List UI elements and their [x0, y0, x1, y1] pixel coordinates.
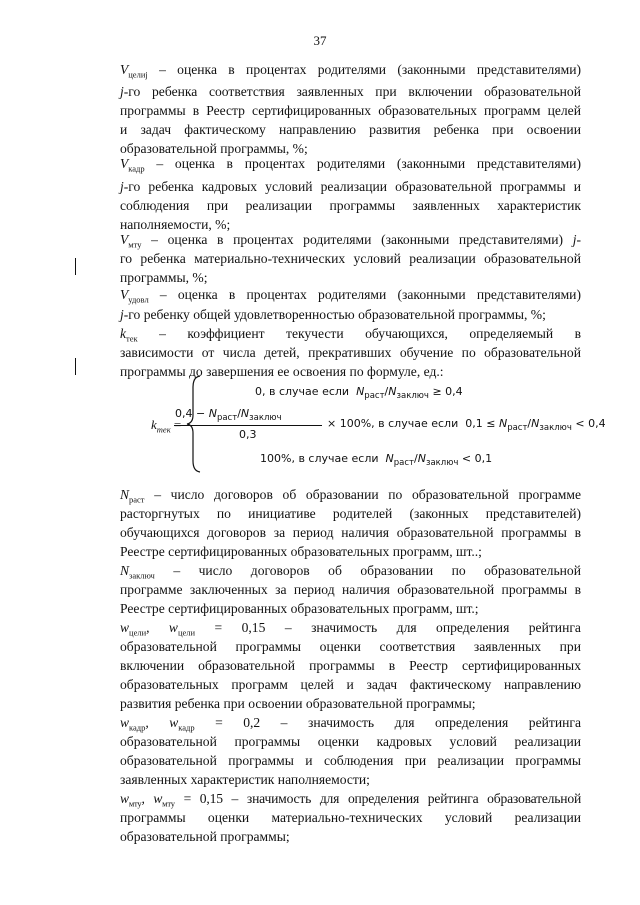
line-text: – число договоров об образовании по образовательной	[173, 563, 581, 578]
text-line: программе заключенных за период наличия образовательной программы в	[120, 582, 581, 597]
line-text: – оценка в процентах родителями (законными представителями)	[156, 156, 581, 171]
line-text: -го ребенка соответствия заявленных при включении образовательной	[123, 84, 581, 99]
text-line	[120, 306, 581, 324]
text-line: программы в Реестр сертифицированных образовательных программ целей	[120, 103, 581, 118]
text-line	[120, 286, 581, 304]
var-j: j	[120, 179, 124, 194]
line-text: значимость для определения рейтинга	[307, 715, 581, 730]
text-line: го ребенка материально-технических условий реализации образовательной	[120, 251, 581, 266]
change-bar	[75, 358, 76, 375]
text-line: $w_{кадр}$, $w_{кадр} = 0,2$ – значимость для определения рейтинга	[120, 715, 581, 733]
text-line: программы до завершения ее освоения по формуле, ед.:	[120, 364, 444, 379]
line-text: -	[576, 232, 581, 247]
text-line	[120, 83, 581, 101]
var-sub: мту	[128, 239, 142, 250]
text-line: образовательной программы и соблюдения при реализации программы	[120, 753, 581, 768]
text-line: образовательной программы оценки кадровых условий реализации	[120, 734, 581, 749]
text-line	[120, 231, 581, 249]
formula-lhs: $k_{тек}$	[151, 417, 171, 435]
text-line: Реестре сертифицированных образовательных программ, шт.;	[120, 601, 479, 616]
var-V: V	[120, 287, 129, 302]
formula-k-tek	[145, 375, 615, 475]
text-line: образовательной программы оценки соответствия заявленных при	[120, 639, 581, 654]
line-text: значимость для определения рейтинга	[311, 620, 581, 635]
var-k: k	[120, 326, 126, 341]
formula-case-2: × 100%, в случае если $0,1 \le N_{раст}/N_{заключ} < 0,4$	[327, 417, 606, 434]
line-text: -го ребенку общей удовлетворенностью образовательной программы, %;	[123, 307, 546, 322]
var-j: j	[572, 232, 577, 247]
text-line: наполняемости, %;	[120, 217, 231, 232]
formula-case-2-denominator: 0,3	[239, 428, 257, 441]
var-sub: заключ	[129, 570, 155, 581]
text-line	[120, 61, 581, 79]
line-text: – оценка в процентах родителями (законными представителями)	[151, 232, 564, 247]
var-V: V	[120, 156, 129, 171]
var-sub: тек	[126, 333, 138, 344]
text-line: $w_{мту}$, $w_{мту} = 0,15$ – значимость для определения рейтинга образовательной	[120, 791, 582, 809]
var-sub: целиj	[128, 69, 148, 80]
text-line: заявленных характеристик наполняемости;	[120, 772, 370, 787]
text-line	[120, 325, 581, 343]
formula-case-2-numerator: $0,4 - N_{раст}/N_{заключ}$	[175, 407, 282, 424]
text-line: развития ребенка при освоении образовательной программы;	[120, 696, 476, 711]
text-line: образовательной программы, %;	[120, 141, 308, 156]
formula-case-3: 100%, в случае если $N_{раст}/N_{заключ} < 0,1$	[260, 452, 493, 469]
weight-value: = 0,15 –	[183, 791, 239, 806]
line-text: – число договоров об образовании по образовательной программе	[154, 487, 581, 502]
var-V: V	[120, 232, 129, 247]
fraction-bar	[174, 425, 322, 426]
line-text: – оценка в процентах родителями (законными представителями)	[159, 62, 581, 77]
var-j: j	[120, 307, 124, 322]
text-line: программы, %;	[120, 270, 208, 285]
var-w: w	[120, 620, 130, 635]
text-line: обучающихся договоров за период наличия образовательной программы в	[120, 525, 581, 540]
text-line	[120, 178, 581, 196]
var-sub: удовл	[128, 294, 149, 305]
text-line: расторгнутых по инициативе родителей (законных представителей)	[120, 506, 581, 521]
text-line: образовательной программы;	[120, 829, 290, 844]
text-line: соблюдения при реализации программы заявленных характеристик	[120, 198, 581, 213]
weight-value: = 0,15 –	[214, 620, 292, 635]
text-line: образовательных программ целей и задач фактическому направлению	[120, 677, 581, 692]
text-line: и задач фактическому направлению развития ребенка при освоении	[120, 122, 581, 137]
text-line: программы оценки материально-технических условий реализации	[120, 810, 581, 825]
line-text: – коэффициент текучести обучающихся, определяемый в	[159, 326, 581, 341]
formula-case-1: 0, в случае если $N_{раст}/N_{заключ} \ge 0,4$	[255, 385, 463, 402]
var-V: V	[120, 62, 129, 77]
text-line	[120, 155, 581, 173]
var-sub: кадр	[128, 163, 145, 174]
var-j: j	[120, 84, 124, 99]
var-N: N	[120, 563, 130, 578]
text-line: включении образовательной программы в Реестр сертифицированных	[120, 658, 581, 673]
var-N: N	[120, 487, 130, 502]
var-sub: раст	[129, 494, 145, 505]
line-text: значимость для определения рейтинга образовательной	[246, 791, 582, 806]
change-bar	[75, 258, 76, 275]
line-text: -го ребенка кадровых условий реализации образовательной программы и	[123, 179, 581, 194]
left-brace-icon	[185, 375, 203, 473]
page-number: 37	[313, 33, 327, 48]
text-line: $w_{цели}$, $w_{цели} = 0,15$ – значимость для определения рейтинга	[120, 620, 581, 638]
text-line	[120, 486, 581, 504]
text-line	[120, 562, 581, 580]
line-text: – оценка в процентах родителями (законными представителями)	[159, 287, 581, 302]
text-line: зависимости от числа детей, прекративших обучение по образовательной	[120, 345, 581, 360]
weight-value: = 0,2 –	[215, 715, 288, 730]
text-line: Реестре сертифицированных образовательных программ, шт..;	[120, 544, 482, 559]
